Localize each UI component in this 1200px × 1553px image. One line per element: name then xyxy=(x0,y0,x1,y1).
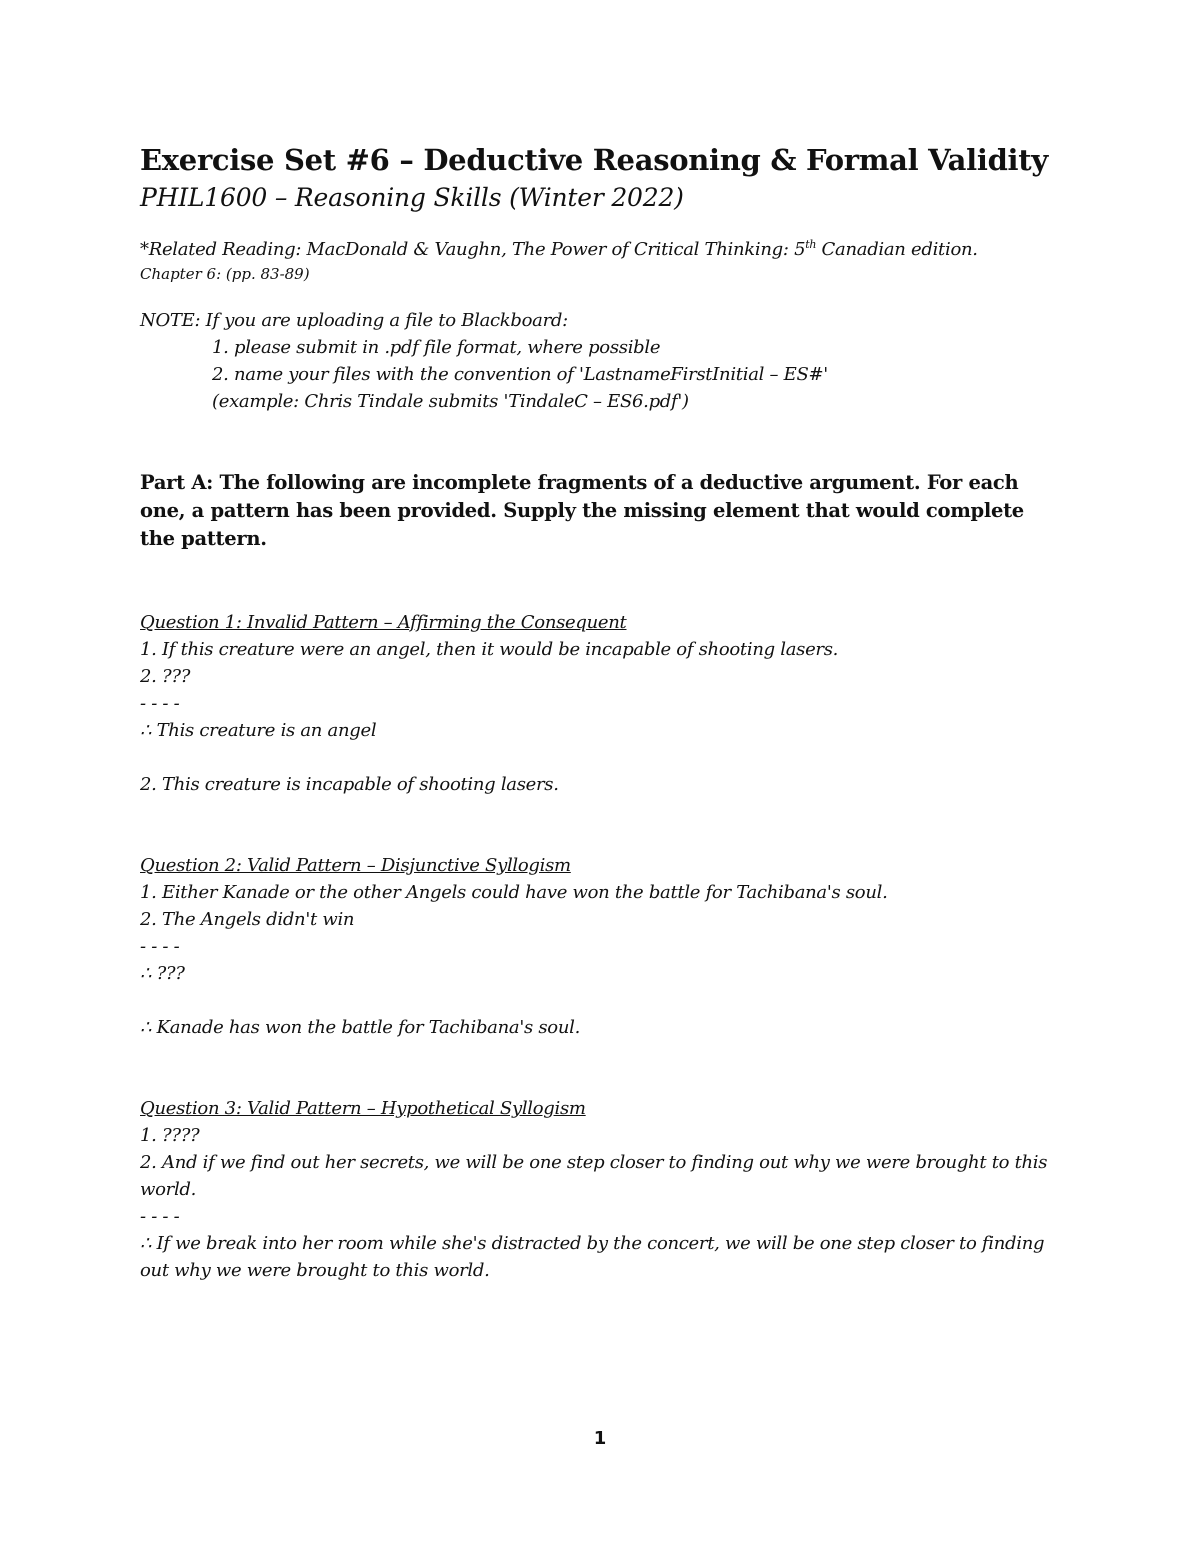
premise-1: 1. Either Kanade or the other Angels could have won the battle for Tachibana's soul. xyxy=(140,882,888,903)
argument-divider: - - - - xyxy=(140,693,180,714)
course-subtitle: PHIL1600 – Reasoning Skills (Winter 2022) xyxy=(140,183,684,212)
related-reading xyxy=(140,236,1060,263)
argument-divider: - - - - xyxy=(140,1206,180,1227)
answer: ∴ Kanade has won the battle for Tachibana's soul. xyxy=(140,1017,580,1038)
premise-1: 1. ???? xyxy=(140,1125,200,1146)
page-number: 1 xyxy=(593,1428,607,1449)
document-title: Exercise Set #6 – Deductive Reasoning & Formal Validity xyxy=(140,143,1048,177)
reading-superscript: th xyxy=(805,238,817,251)
question-heading: Question 3: Valid Pattern – Hypothetical Syllogism xyxy=(140,1098,586,1119)
premise-2: 2. ??? xyxy=(140,666,191,687)
note-item: (example: Chris Tindale submits 'TindaleC – ES6.pdf') xyxy=(212,391,689,412)
note-heading: NOTE: If you are uploading a file to Blackboard: xyxy=(140,310,568,331)
question-3 xyxy=(140,1095,1060,1284)
conclusion: ∴ This creature is an angel xyxy=(140,720,377,741)
chapter-reference: Chapter 6: (pp. 83-89) xyxy=(140,265,310,283)
conclusion: ∴ ??? xyxy=(140,963,185,984)
reading-text: *Related Reading: MacDonald & Vaughn, The Power of Critical Thinking: 5 xyxy=(140,239,806,260)
conclusion: ∴ If we break into her room while she's distracted by the concert, we will be one step closer to finding out why we were brought to this world. xyxy=(140,1233,1045,1281)
question-heading: Question 2: Valid Pattern – Disjunctive Syllogism xyxy=(140,855,571,876)
document-page xyxy=(140,140,1060,1284)
question-2 xyxy=(140,852,1060,1041)
note-item: 1. please submit in .pdf file format, where possible xyxy=(212,337,661,358)
premise-2: 2. The Angels didn't win xyxy=(140,909,355,930)
question-1 xyxy=(140,609,1060,798)
premise-2: 2. And if we find out her secrets, we will be one step closer to finding out why we were brought to this world. xyxy=(140,1152,1048,1200)
note-item: 2. name your files with the convention of 'LastnameFirstInitial – ES#' xyxy=(212,364,828,385)
premise-1: 1. If this creature were an angel, then it would be incapable of shooting lasers. xyxy=(140,639,839,660)
argument-divider: - - - - xyxy=(140,936,180,957)
reading-suffix: Canadian edition. xyxy=(816,239,978,260)
upload-note xyxy=(140,307,1060,415)
part-a-instructions: Part A: The following are incomplete fragments of a deductive argument. For each one, a pattern has been provided. Supply the missing element that would complete the pattern. xyxy=(140,471,1024,550)
answer: 2. This creature is incapable of shooting lasers. xyxy=(140,774,559,795)
question-heading: Question 1: Invalid Pattern – Affirming the Consequent xyxy=(140,612,627,633)
